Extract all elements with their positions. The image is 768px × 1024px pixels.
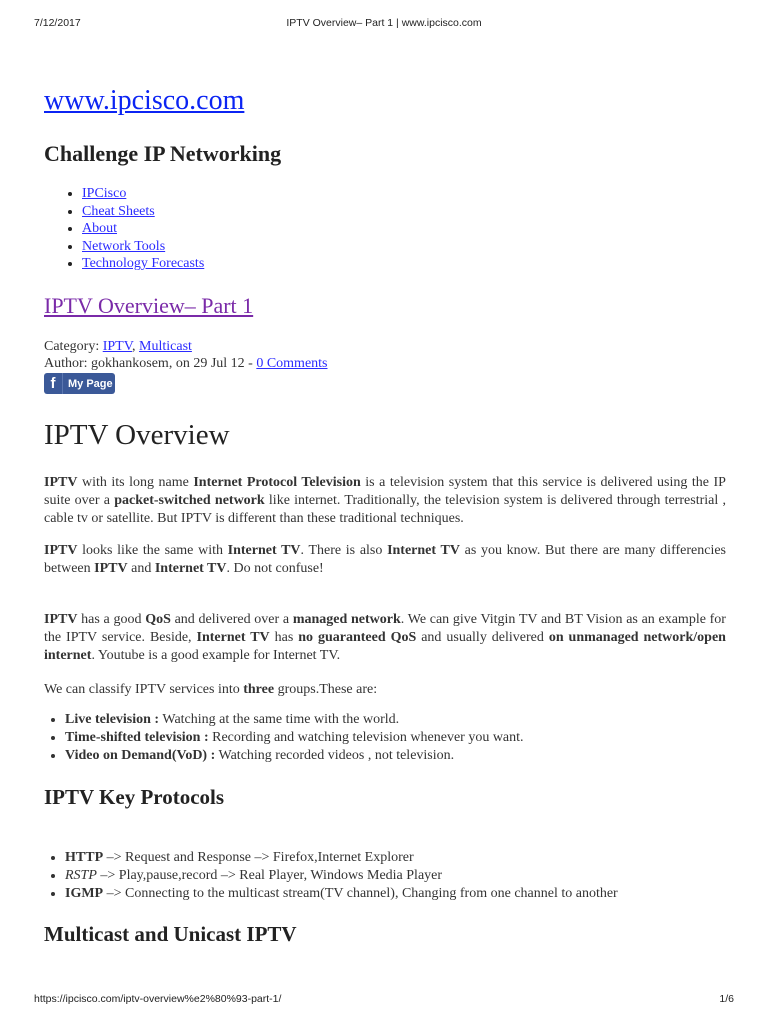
heading-key-protocols: IPTV Key Protocols bbox=[44, 785, 225, 809]
nav-link-network-tools[interactable]: Network Tools bbox=[82, 238, 166, 254]
list-item: • Live television : Watching at the same time with the world. bbox=[65, 711, 524, 729]
paragraph-iptv-vs-internet-tv: IPTV looks like the same with Internet TV. There is also Internet TV as you know. But there are many differencies between IPTV and Internet TV. Do not confuse! bbox=[44, 543, 726, 576]
nav-link-about[interactable]: About bbox=[82, 221, 117, 236]
category-link-iptv[interactable]: IPTV bbox=[102, 339, 133, 354]
post-meta bbox=[44, 338, 328, 372]
post-title bbox=[44, 293, 253, 319]
print-page-number: 1/6 bbox=[719, 993, 734, 1005]
protocols-list bbox=[44, 849, 618, 903]
list-item: • RSTP –> Play,pause,record –> Real Player, Windows Media Player bbox=[65, 867, 618, 885]
nav-link-ipcisco[interactable]: IPCisco bbox=[82, 186, 127, 201]
category-link-multicast[interactable]: Multicast bbox=[139, 339, 192, 354]
list-item: • Time-shifted television : Recording and watching television whenever you want. bbox=[65, 729, 524, 747]
nav-item-cheat-sheets bbox=[82, 203, 204, 221]
post-category-line: Category: IPTV, Multicast bbox=[44, 339, 192, 354]
facebook-button-label: My Page bbox=[68, 377, 113, 390]
post-title-link[interactable]: IPTV Overview– Part 1 bbox=[44, 293, 254, 318]
paragraph-iptv-definition: IPTV with its long name Internet Protocol Television is a television system that this service is delivered using the IP suite over a packet-switched network like internet. Traditionally, the television system is delivered through terrestrial , cable tv or satellite. But IPTV is different than these traditional techniques. bbox=[44, 475, 726, 526]
site-title-link[interactable]: www.ipcisco.com bbox=[44, 85, 245, 116]
print-url: https://ipcisco.com/iptv-overview%e2%80%93-part-1/ bbox=[34, 993, 282, 1005]
list-item: • Video on Demand(VoD) : Watching recorded videos , not television. bbox=[65, 747, 524, 765]
nav-item-about bbox=[82, 220, 204, 238]
list-item: • HTTP –> Request and Response –> Firefox,Internet Explorer bbox=[65, 849, 618, 867]
paragraph-qos: IPTV has a good QoS and delivered over a managed network. We can give Vitgin TV and BT Vision as an example for the IPTV service. Beside, Internet TV has no guaranteed QoS and usually delivered on unmanaged network/open internet. Youtube is a good example for Internet TV. bbox=[44, 612, 726, 663]
print-footer bbox=[34, 993, 734, 1007]
facebook-my-page-button[interactable] bbox=[44, 373, 115, 394]
nav-item-ipcisco bbox=[82, 185, 204, 203]
print-date: 7/12/2017 bbox=[34, 17, 81, 29]
post-author-line bbox=[44, 355, 328, 372]
site-title bbox=[44, 84, 244, 118]
facebook-icon: f bbox=[44, 373, 63, 394]
nav-item-technology-forecasts bbox=[82, 255, 204, 273]
print-page-title: IPTV Overview– Part 1 | www.ipcisco.com bbox=[286, 17, 482, 29]
print-header bbox=[34, 17, 734, 31]
site-tagline: Challenge IP Networking bbox=[44, 141, 282, 166]
article-heading: IPTV Overview bbox=[44, 419, 230, 451]
list-item: • IGMP –> Connecting to the multicast stream(TV channel), Changing from one channel to another bbox=[65, 885, 618, 903]
comments-link[interactable]: 0 Comments bbox=[256, 356, 328, 371]
nav-item-network-tools bbox=[82, 238, 204, 256]
author-text: Author: gokhankosem, on 29 Jul 12 - bbox=[44, 356, 253, 371]
nav-link-technology-forecasts[interactable]: Technology Forecasts bbox=[82, 256, 205, 271]
nav-link-cheat-sheets[interactable]: Cheat Sheets bbox=[82, 203, 155, 219]
heading-multicast-unicast: Multicast and Unicast IPTV bbox=[44, 922, 297, 946]
paragraph-classify: We can classify IPTV services into three groups.These are: bbox=[44, 682, 378, 697]
main-nav bbox=[44, 185, 204, 273]
iptv-service-types-list bbox=[44, 711, 524, 765]
category-label: Category: bbox=[44, 339, 100, 354]
